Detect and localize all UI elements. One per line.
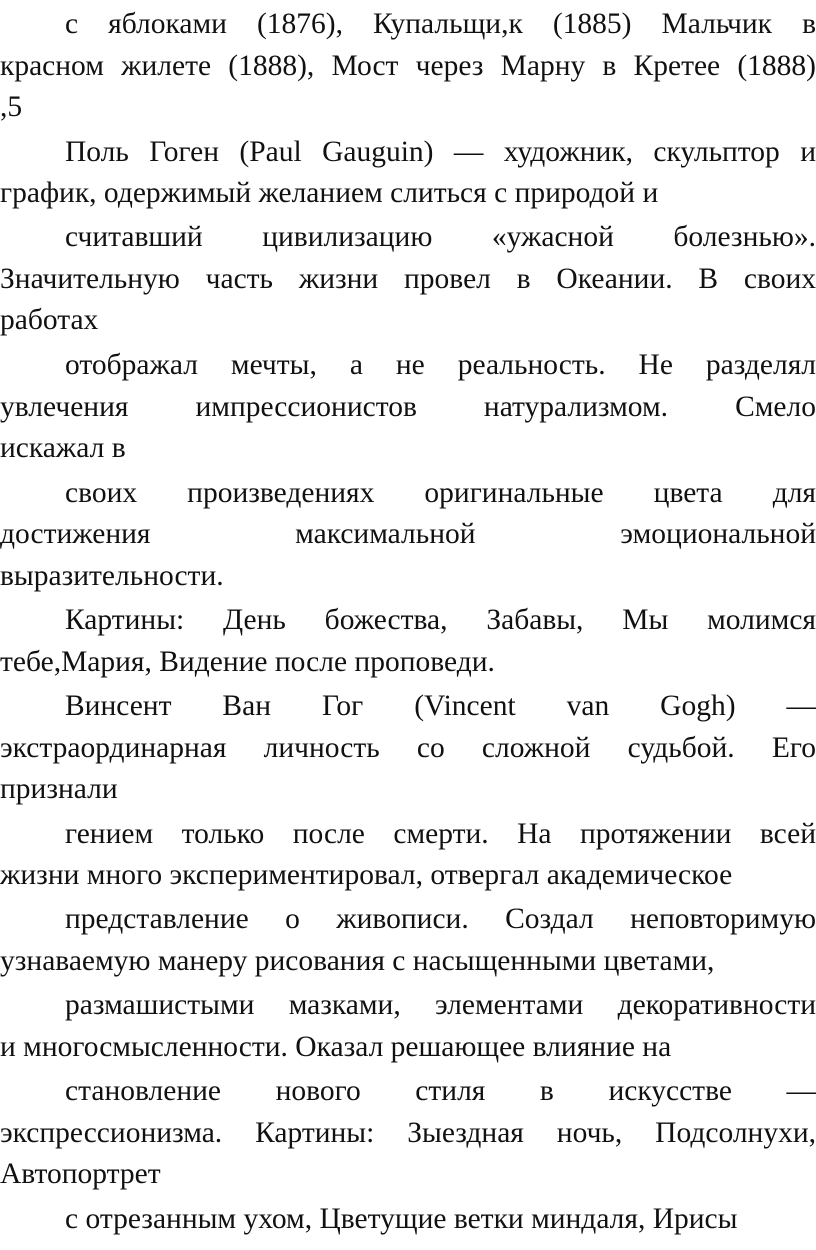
text-line: график, одержимый желанием слиться с природой и [0, 177, 659, 209]
text-line: признали [0, 773, 118, 805]
text-line: ,5 [0, 91, 23, 123]
text-line: Автопортрет [0, 1158, 161, 1190]
text-line: размашистыми мазками, элементами декоративности [65, 989, 816, 1021]
text-line: и многосмысленности. Оказал решающее влияние на [0, 1031, 672, 1063]
text-line: считавший цивилизацию «ужасной болезнью». [65, 221, 816, 253]
text-line: Винсент Ван Гог (Vincent van Gogh) — [65, 690, 816, 722]
text-line: Картины: День божества, Забавы, Мы молимся [65, 604, 816, 636]
text-line: Значительную часть жизни провел в Океании. В своих [0, 263, 816, 295]
text-line: увлечения импрессионистов натурализмом. Смело [0, 391, 816, 423]
text-line: экстраординарная личность со сложной судьбой. Его [0, 732, 816, 764]
text-line: красном жилете (1888), Мост через Марну в Кретее (1888) [0, 50, 816, 82]
text-line: представление о живописи. Создал неповторимую [65, 903, 816, 935]
text-line: своих произведениях оригинальные цвета для [65, 477, 816, 509]
text-line: жизни много экспериментировал, отвергал академическое [0, 859, 733, 891]
text-line: тебе,Мария, Видение после проповеди. [0, 646, 495, 678]
text-line: выразительности. [0, 560, 224, 592]
text-line: работах [0, 304, 99, 336]
text-line: с яблоками (1876), Купальщи,к (1885) Мальчик в [65, 8, 816, 40]
text-line: гением только после смерти. На протяжении всей [65, 818, 816, 850]
text-line: экспрессионизма. Картины: Зыездная ночь, Подсолнухи, [0, 1117, 816, 1149]
text-line: Поль Гоген (Paul Gauguin) — художник, скульптор и [65, 136, 816, 168]
text-line: отображал мечты, а не реальность. Не разделял [65, 349, 816, 381]
text-line: достижения максимальной эмоциональной [0, 518, 816, 550]
text-line: становление нового стиля в искусстве — [65, 1075, 816, 1107]
text-line: искажал в [0, 432, 126, 464]
text-line: узнаваемую манеру рисования с насыщенными цветами, [0, 945, 715, 977]
text-line: с отрезанным ухом, Цветущие ветки миндаля, Ирисы [65, 1203, 738, 1235]
